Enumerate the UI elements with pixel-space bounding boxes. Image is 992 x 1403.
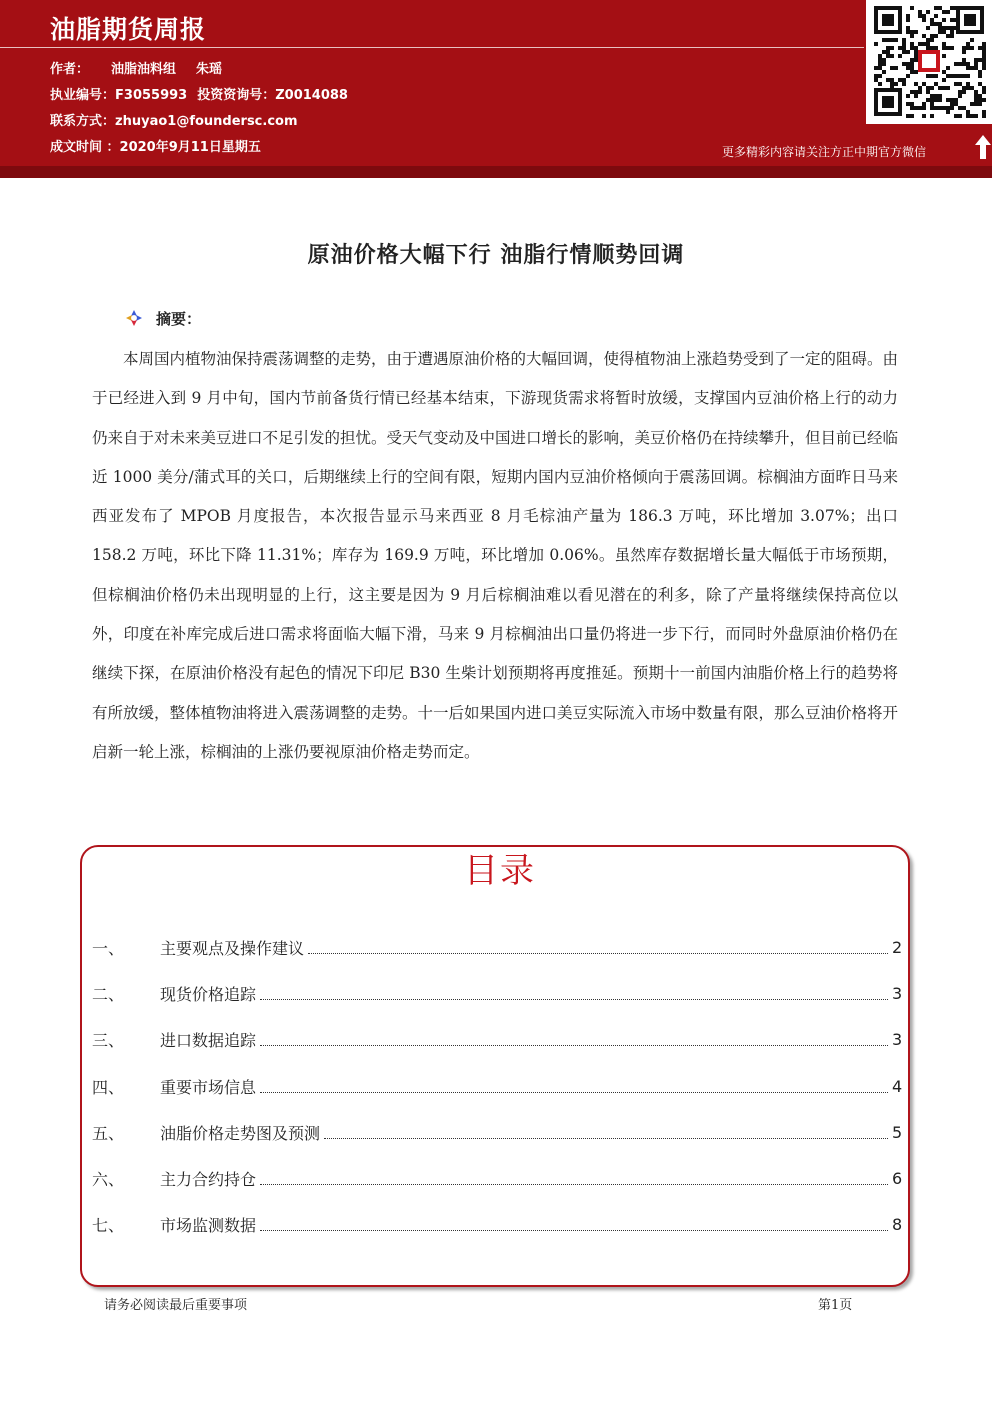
qr-module xyxy=(954,114,958,118)
qr-module xyxy=(906,94,910,98)
header-divider xyxy=(0,47,864,48)
qr-module xyxy=(914,54,918,58)
qr-module xyxy=(970,114,974,118)
consult-label: 投资资询号： xyxy=(197,88,276,103)
contact-line xyxy=(50,110,298,129)
qr-module xyxy=(898,78,902,82)
qr-module xyxy=(906,30,910,34)
qr-module xyxy=(934,14,938,18)
qr-module xyxy=(962,58,966,62)
qr-module xyxy=(934,22,938,26)
qr-module xyxy=(982,50,986,54)
qr-module xyxy=(902,38,906,42)
qr-module xyxy=(914,94,918,98)
qr-module xyxy=(906,66,910,70)
qr-module xyxy=(918,14,922,18)
toc-leader xyxy=(308,953,888,954)
qr-module xyxy=(946,86,950,90)
qr-module xyxy=(950,30,954,34)
header-strip xyxy=(0,166,992,178)
toc-item[interactable] xyxy=(92,1017,902,1063)
qr-module xyxy=(970,38,974,42)
license-label: 执业编号： xyxy=(50,88,116,103)
qr-module xyxy=(902,82,906,86)
qr-module xyxy=(926,98,930,102)
qr-module xyxy=(978,74,982,78)
qr-module xyxy=(950,106,954,110)
toc-item[interactable] xyxy=(92,924,902,970)
qr-module xyxy=(962,62,966,66)
qr-module xyxy=(918,86,922,90)
qr-module xyxy=(950,46,954,50)
qr-module xyxy=(938,106,942,110)
toc-item-text: 重要市场信息 xyxy=(160,1077,257,1097)
qr-module xyxy=(910,46,914,50)
toc-item-page: 4 xyxy=(892,1076,903,1096)
qr-module xyxy=(898,46,902,50)
up-arrow-icon xyxy=(974,134,992,160)
qr-module xyxy=(906,26,910,30)
date-value: 2020年9月11日星期五 xyxy=(119,140,261,155)
qr-module xyxy=(922,106,926,110)
qr-module xyxy=(890,38,894,42)
toc-item-page: 3 xyxy=(892,1030,903,1050)
qr-module xyxy=(974,66,978,70)
qr-module xyxy=(934,82,938,86)
qr-module xyxy=(958,82,962,86)
qr-module xyxy=(902,62,906,66)
qr-module xyxy=(926,74,930,78)
date-label: 成文时间 ： xyxy=(50,140,120,155)
qr-module xyxy=(910,58,914,62)
qr-module xyxy=(978,94,982,98)
toc-item-page: 2 xyxy=(892,937,903,957)
toc-item-number: 七、 xyxy=(92,1216,125,1236)
qr-module xyxy=(942,106,946,110)
qr-module xyxy=(934,74,938,78)
qr-module xyxy=(938,86,942,90)
qr-module xyxy=(902,46,906,50)
qr-module xyxy=(922,42,926,46)
qr-module xyxy=(890,82,894,86)
toc-item-number: 三、 xyxy=(92,1031,125,1051)
qr-module xyxy=(938,98,942,102)
toc-item-page: 6 xyxy=(892,1169,903,1189)
qr-module xyxy=(946,34,950,38)
qr-module xyxy=(914,82,918,86)
qr-module xyxy=(966,114,970,118)
qr-module xyxy=(950,98,954,102)
toc-item-text: 现货价格追踪 xyxy=(160,984,257,1004)
qr-module xyxy=(922,114,926,118)
contact-email[interactable]: zhuyao1@foundersc.com xyxy=(115,114,298,129)
qr-module xyxy=(886,54,890,58)
qr-module xyxy=(950,102,954,106)
qr-module xyxy=(978,102,982,106)
qr-module xyxy=(894,82,898,86)
qr-module xyxy=(930,74,934,78)
report-name: 油脂期货周报 xyxy=(50,15,207,44)
qr-module xyxy=(966,110,970,114)
qr-module xyxy=(914,106,918,110)
qr-module xyxy=(970,66,974,70)
qr-module xyxy=(946,106,950,110)
qr-module xyxy=(974,94,978,98)
qr-module xyxy=(930,106,934,110)
qr-module xyxy=(906,50,910,54)
qr-module xyxy=(894,66,898,70)
qr-module xyxy=(882,70,886,74)
qr-module xyxy=(942,78,946,82)
toc-item[interactable] xyxy=(92,1063,902,1109)
date-line xyxy=(50,136,261,155)
qr-module xyxy=(966,82,970,86)
toc-item-page: 3 xyxy=(892,983,903,1003)
qr-module xyxy=(974,62,978,66)
toc-item-text: 主力合约持仓 xyxy=(160,1170,257,1190)
qr-module xyxy=(914,58,918,62)
qr-module xyxy=(894,38,898,42)
qr-module xyxy=(950,6,954,10)
qr-module xyxy=(874,42,878,46)
license-line xyxy=(50,84,348,103)
qr-module xyxy=(910,106,914,110)
qr-module xyxy=(910,62,914,66)
qr-module xyxy=(982,98,986,102)
qr-module xyxy=(934,46,938,50)
qr-module xyxy=(938,26,942,30)
qr-module xyxy=(910,70,914,74)
qr-module xyxy=(926,42,930,46)
qr-module xyxy=(934,94,938,98)
qr-module xyxy=(886,38,890,42)
qr-module xyxy=(938,22,942,26)
qr-module xyxy=(922,34,926,38)
author-name: 朱瑶 xyxy=(196,62,223,77)
qr-module xyxy=(918,106,922,110)
qr-module xyxy=(878,66,882,70)
qr-module xyxy=(962,106,966,110)
qr-module xyxy=(882,38,886,42)
qr-module xyxy=(890,54,894,58)
report-title: 原油价格大幅下行 油脂行情顺势回调 xyxy=(307,243,685,268)
qr-module xyxy=(970,86,974,90)
qr-module xyxy=(902,50,906,54)
qr-module xyxy=(878,82,882,86)
qr-module xyxy=(906,114,910,118)
qr-module xyxy=(942,10,946,14)
qr-module xyxy=(978,82,982,86)
abstract-heading xyxy=(126,308,201,329)
qr-module xyxy=(910,114,914,118)
toc-item-number: 四、 xyxy=(92,1077,125,1097)
toc-item-number: 二、 xyxy=(92,984,125,1004)
qr-module xyxy=(954,102,958,106)
toc-item-page: 8 xyxy=(892,1215,903,1235)
toc-item-text: 主要观点及操作建议 xyxy=(160,938,305,958)
qr-module xyxy=(914,46,918,50)
qr-module xyxy=(910,90,914,94)
qr-module xyxy=(910,30,914,34)
qr-module xyxy=(982,46,986,50)
qr-module xyxy=(898,54,902,58)
qr-module xyxy=(874,74,878,78)
qr-module xyxy=(906,74,910,78)
qr-module xyxy=(970,102,974,106)
qr-module xyxy=(970,46,974,50)
toc-leader xyxy=(324,1138,888,1139)
footer-notice: 请务必阅读最后重要事项 xyxy=(104,1298,248,1313)
qr-module xyxy=(918,90,922,94)
qr-module xyxy=(934,106,938,110)
qr-module xyxy=(902,42,906,46)
qr-module xyxy=(942,42,946,46)
qr-module xyxy=(906,102,910,106)
qr-module xyxy=(906,18,910,22)
qr-module xyxy=(906,62,910,66)
qr-module xyxy=(910,34,914,38)
toc-leader xyxy=(260,1184,888,1185)
toc-item-number: 六、 xyxy=(92,1170,125,1190)
contact-label: 联系方式： xyxy=(50,114,116,129)
qr-code-graphic xyxy=(866,0,992,124)
qr-module xyxy=(974,98,978,102)
qr-module xyxy=(966,46,970,50)
qr-module xyxy=(926,26,930,30)
qr-module xyxy=(882,62,886,66)
qr-module xyxy=(942,30,946,34)
qr-module xyxy=(954,62,958,66)
qr-module xyxy=(946,74,950,78)
qr-module xyxy=(890,86,894,90)
qr-module xyxy=(958,94,962,98)
qr-module xyxy=(942,70,946,74)
toc-item-text: 市场监测数据 xyxy=(160,1216,257,1236)
qr-module xyxy=(942,26,946,30)
qr-module xyxy=(966,62,970,66)
qr-module xyxy=(946,46,950,50)
qr-module xyxy=(934,98,938,102)
qr-module xyxy=(982,62,986,66)
qr-module xyxy=(982,86,986,90)
toc-item[interactable] xyxy=(92,1109,902,1155)
qr-module xyxy=(978,46,982,50)
qr-module xyxy=(954,6,958,10)
qr-module xyxy=(878,58,882,62)
qr-module xyxy=(890,66,894,70)
arrow-bullet-icon xyxy=(126,310,142,326)
qr-module xyxy=(982,58,986,62)
qr-module xyxy=(962,74,966,78)
qr-module xyxy=(926,38,930,42)
qr-module xyxy=(926,86,930,90)
toc-leader xyxy=(260,1045,888,1046)
qr-module xyxy=(930,102,934,106)
qr-module xyxy=(942,54,946,58)
qr-module xyxy=(962,86,966,90)
footer-page-number: 第1页 xyxy=(818,1298,853,1313)
qr-module xyxy=(978,58,982,62)
qr-module xyxy=(942,86,946,90)
abstract-label: 摘要： xyxy=(156,310,202,328)
qr-module xyxy=(966,42,970,46)
qr-module xyxy=(950,34,954,38)
qr-module xyxy=(930,86,934,90)
qr-code-icon[interactable] xyxy=(866,0,992,124)
qr-module xyxy=(910,42,914,46)
toc-item-number: 一、 xyxy=(92,938,125,958)
qr-module xyxy=(914,30,918,34)
qr-module xyxy=(902,78,906,82)
qr-module xyxy=(946,10,950,14)
qr-module xyxy=(982,54,986,58)
author-team: 油脂油料组 xyxy=(111,62,177,77)
qr-module xyxy=(930,46,934,50)
qr-module xyxy=(934,6,938,10)
qr-module xyxy=(966,74,970,78)
qr-module xyxy=(982,90,986,94)
qr-module xyxy=(882,58,886,62)
qr-module xyxy=(930,114,934,118)
qr-module xyxy=(954,26,958,30)
qr-module xyxy=(886,50,890,54)
qr-module xyxy=(974,102,978,106)
qr-module xyxy=(938,30,942,34)
toc-item-text: 进口数据追踪 xyxy=(160,1031,257,1051)
toc-item-number: 五、 xyxy=(92,1123,125,1143)
wechat-follow-note: 更多精彩内容请关注方正中期官方微信 xyxy=(722,145,927,159)
toc-item-text: 油脂价格走势图及预测 xyxy=(160,1123,321,1143)
qr-module xyxy=(922,82,926,86)
qr-module xyxy=(922,14,926,18)
qr-module xyxy=(874,66,878,70)
qr-module xyxy=(874,78,878,82)
qr-module xyxy=(922,18,926,22)
author-line xyxy=(50,58,222,77)
qr-module xyxy=(974,90,978,94)
qr-module xyxy=(954,74,958,78)
qr-module xyxy=(878,62,882,66)
toc-list xyxy=(92,924,902,1248)
qr-module xyxy=(934,34,938,38)
toc-item[interactable] xyxy=(92,1155,902,1201)
qr-module xyxy=(910,6,914,10)
qr-module xyxy=(930,22,934,26)
qr-module xyxy=(982,114,986,118)
qr-module xyxy=(926,90,930,94)
qr-module xyxy=(958,90,962,94)
qr-module xyxy=(946,110,950,114)
qr-module xyxy=(938,6,942,10)
qr-module xyxy=(930,98,934,102)
qr-module xyxy=(958,114,962,118)
qr-module xyxy=(946,98,950,102)
qr-module xyxy=(974,114,978,118)
qr-module xyxy=(958,74,962,78)
qr-module xyxy=(914,70,918,74)
toc-item[interactable] xyxy=(92,970,902,1016)
qr-module xyxy=(966,86,970,90)
qr-module xyxy=(942,46,946,50)
qr-module xyxy=(954,18,958,22)
qr-module xyxy=(962,50,966,54)
qr-module xyxy=(982,66,986,70)
qr-module xyxy=(878,74,882,78)
toc-leader xyxy=(260,1092,888,1093)
qr-module xyxy=(882,50,886,54)
qr-module xyxy=(918,10,922,14)
qr-module xyxy=(950,26,954,30)
qr-module xyxy=(926,10,930,14)
toc-item-page: 5 xyxy=(892,1122,903,1142)
qr-module xyxy=(982,110,986,114)
qr-module xyxy=(930,38,934,42)
qr-module xyxy=(910,102,914,106)
qr-module xyxy=(890,78,894,82)
qr-module xyxy=(966,66,970,70)
qr-module xyxy=(950,18,954,22)
qr-module xyxy=(962,46,966,50)
qr-module xyxy=(886,46,890,50)
toc-leader xyxy=(260,1230,888,1231)
qr-module xyxy=(954,98,958,102)
qr-module xyxy=(978,70,982,74)
toc-title: 目录 xyxy=(464,851,536,891)
toc-item[interactable] xyxy=(92,1202,902,1248)
qr-module xyxy=(946,26,950,30)
qr-module xyxy=(982,42,986,46)
consult-number: Z0014088 xyxy=(275,88,348,103)
qr-module xyxy=(914,50,918,54)
qr-module xyxy=(878,54,882,58)
toc-leader xyxy=(260,999,888,1000)
qr-module xyxy=(930,34,934,38)
qr-module xyxy=(890,46,894,50)
qr-module xyxy=(962,90,966,94)
qr-module xyxy=(946,66,950,70)
qr-module xyxy=(950,74,954,78)
qr-module xyxy=(938,94,942,98)
qr-module xyxy=(906,14,910,18)
qr-module xyxy=(918,42,922,46)
qr-module xyxy=(978,98,982,102)
qr-module xyxy=(974,58,978,62)
qr-module xyxy=(958,106,962,110)
qr-module xyxy=(910,66,914,70)
qr-module xyxy=(886,78,890,82)
qr-module xyxy=(922,102,926,106)
license-number: F3055993 xyxy=(115,88,188,103)
qr-module xyxy=(930,94,934,98)
abstract-paragraph: 本周国内植物油保持震荡调整的走势，由于遭遇原油价格的大幅回调，使得植物油上涨趋势受到了一定的阻碍。由于已经进入到 9 月中旬，国内节前备货行情已经基本结束，下游现货需求将暂时放缓，支撑国内豆油价格上行的动力仍来自于对未来美豆进口不足引发的担忧。受天气变动及中国进口增长的影响，美豆价格仍在持续攀升，但目前已经临近 1000 美分/蒲式耳的关口，后期继续上行的空间有限，短期内国内豆油价格倾向于震荡回调。棕榈油方面昨日马来西亚发布了 MPOB 月度报告，本次报告显示马来西亚 8 月毛棕油产量为 186.3 万吨，环比增加 3.07%；出口 158.2 万吨，环比下降 11.31%；库存为 169.9 万吨，环比增加 0.06%。虽然库存数据增长量大幅低于市场预期，但棕榈油价格仍未出现明显的上行，这主要是因为 9 月后棕榈油难以看见潜在的利多，除了产量将继续保持高位以外，印度在补库完成后进口需求将面临大幅下滑，马来 9 月棕榈油出口量仍将进一步下行，而同时外盘原油价格仍在继续下探，在原油价格没有起色的情况下印尼 B30 生柴计划预期将再度推延。预期十一前国内油脂价格上行的趋势将有所放缓，整体植物油将进入震荡调整的走势。十一后如果国内进口美豆实际流入市场中数量有限，那么豆油价格将开启新一轮上涨，棕榈油的上涨仍要视原油价格走势而定。 xyxy=(92,350,899,761)
author-label: 作者： xyxy=(50,62,90,77)
qr-module xyxy=(958,62,962,66)
qr-module xyxy=(926,46,930,50)
qr-module xyxy=(942,18,946,22)
qr-module xyxy=(914,90,918,94)
qr-module xyxy=(930,18,934,22)
qr-module xyxy=(954,82,958,86)
